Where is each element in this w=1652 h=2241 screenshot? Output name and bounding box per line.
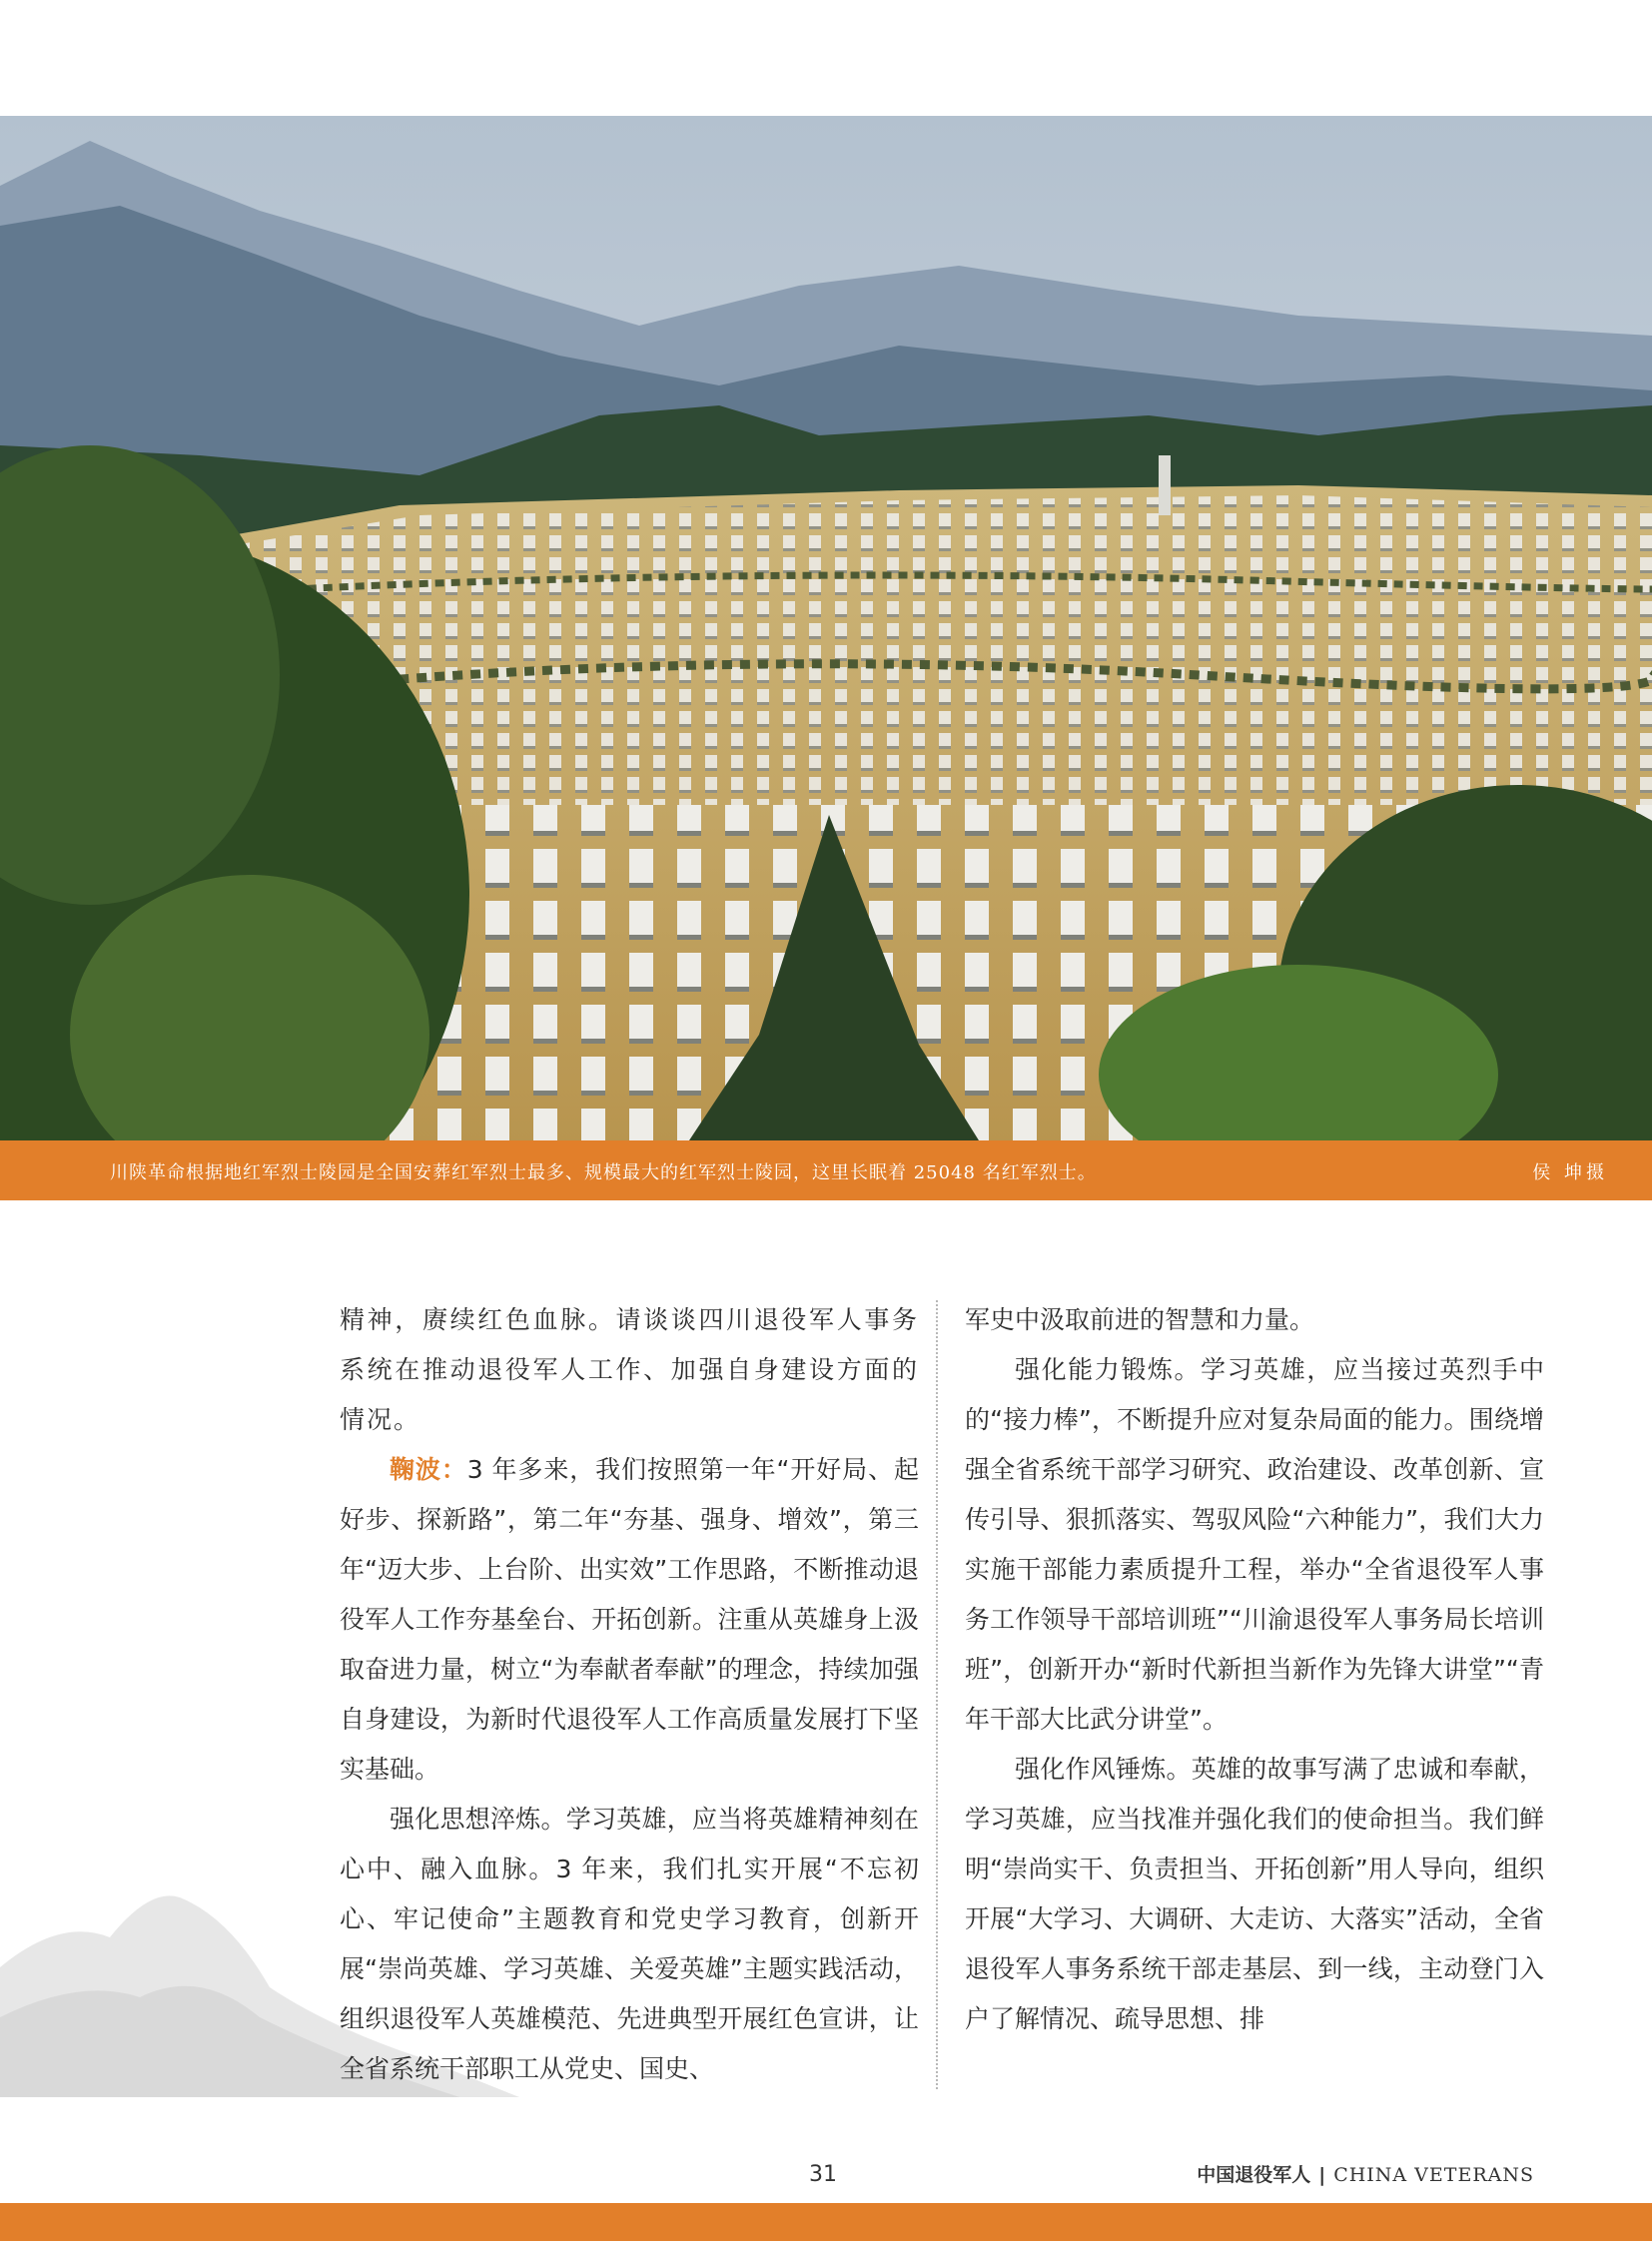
footer-bar (0, 2203, 1652, 2241)
photo-caption-bar (0, 1140, 1652, 1200)
photo-caption: 川陕革命根据地红军烈士陵园是全国安葬红军烈士最多、规模最大的红军烈士陵园，这里长眠着 25048 名红军烈士。 (110, 1162, 1097, 1183)
magazine-name-en: CHINA VETERANS (1333, 2164, 1534, 2186)
page-number: 31 (809, 2162, 837, 2187)
answer-intro: 3 年多来，我们按照第一年“开好局、起好步、探新路”，第二年“夯基、强身、增效”，第三年“迈大步、上台阶、出实效”工作思路，不断推动退役军人工作夯基垒台、开拓创新。注重从英雄身上汲取奋进力量，树立“为奉献者奉献”的理念，持续加强自身建设，为新时代退役军人工作高质量发展打下坚实基础。 (340, 1455, 919, 1784)
article-column-left (340, 1295, 919, 2094)
article-column-right (965, 1295, 1544, 2044)
cemetery-photo (0, 116, 1652, 1140)
photo-credit: 侯 坤摄 (1532, 1162, 1608, 1183)
continuation-text: 军史中汲取前进的智慧和力量。 (965, 1305, 1315, 1334)
ability-paragraph: 强化能力锻炼。学习英雄，应当接过英烈手中的“接力棒”，不断提升应对复杂局面的能力。围绕增强全省系统干部学习研究、政治建设、改革创新、宣传引导、狠抓落实、驾驭风险“六种能力”，我们大力实施干部能力素质提升工程，举办“全省退役军人事务工作领导干部培训班”“川渝退役军人事务局长培训班”，创新开办“新时代新担当新作为先锋大讲堂”“青年干部大比武分讲堂”。 (965, 1355, 1544, 1734)
magazine-title (1197, 2160, 1534, 2187)
answer-paragraph (340, 1445, 919, 1795)
magazine-separator: | (1318, 2164, 1326, 2186)
style-paragraph: 强化作风锤炼。英雄的故事写满了忠诚和奉献，学习英雄，应当找准并强化我们的使命担当。我们鲜明“崇尚实干、负责担当、开拓创新”用人导向，组织开展“大学习、大调研、大走访、大落实”活动，全省退役军人事务系统干部走基层、到一线，主动登门入户了解情况、疏导思想、排 (965, 1755, 1544, 2033)
column-divider (936, 1300, 938, 2089)
speaker-label: 鞠波： (390, 1455, 467, 1484)
thought-paragraph: 强化思想淬炼。学习英雄，应当将英雄精神刻在心中、融入血脉。3 年来，我们扎实开展“不忘初心、牢记使命”主题教育和党史学习教育，创新开展“崇尚英雄、学习英雄、关爱英雄”主题实践活动，组织退役军人英雄模范、先进典型开展红色宣讲，让全省系统干部职工从党史、国史、 (340, 1805, 919, 2083)
question-text: 精神，赓续红色血脉。请谈谈四川退役军人事务系统在推动退役军人工作、加强自身建设方面的情况。 (340, 1305, 919, 1434)
magazine-name-cn: 中国退役军人 (1197, 2164, 1311, 2186)
